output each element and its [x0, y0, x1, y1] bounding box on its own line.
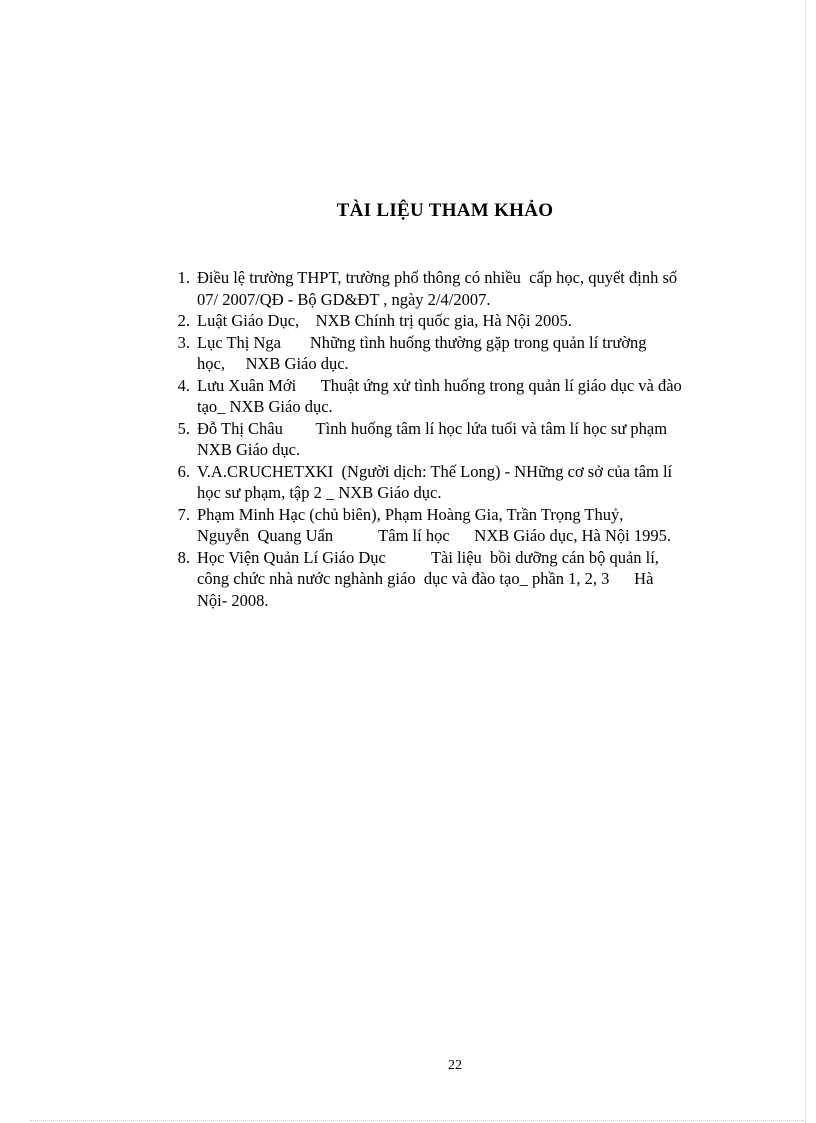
reference-item: [168, 267, 768, 310]
reference-item: [168, 332, 768, 375]
reference-line: học sư phạm, tập 2 _ NXB Giáo dục.: [197, 483, 442, 502]
reference-line: tạo_ NXB Giáo dục.: [197, 397, 333, 416]
page-title: TÀI LIỆU THAM KHẢO: [336, 200, 554, 221]
reference-item: [168, 418, 768, 461]
reference-line: học, NXB Giáo dục.: [197, 354, 349, 373]
reference-number: 5.: [177, 418, 190, 438]
reference-line: Đỗ Thị Châu Tình huống tâm lí học lứa tuổi và tâm lí học sư phạm: [197, 418, 668, 438]
reference-line: Lưu Xuân Mới Thuật ứng xử tình huống trong quản lí giáo dục và đào: [197, 375, 682, 395]
page-bottom-rule: [30, 1120, 806, 1121]
reference-number: 1.: [177, 268, 190, 287]
reference-list: [168, 267, 768, 611]
reference-line: Nội- 2008.: [197, 590, 269, 610]
page-edge-rule: [805, 0, 806, 1123]
reference-item: [168, 504, 768, 547]
reference-item: [168, 461, 768, 504]
reference-number: 2.: [177, 311, 190, 330]
page-number: 22: [448, 1058, 462, 1073]
reference-item: [168, 310, 768, 332]
reference-line: Điều lệ trường THPT, trường phổ thông có nhiều cấp học, quyết định số: [197, 268, 678, 287]
reference-line: NXB Giáo dục.: [197, 440, 301, 459]
reference-line: V.A.CRUCHETXKI (Người dịch: Thế Long) - NHững cơ sở của tâm lí: [197, 461, 673, 481]
reference-line: Phạm Minh Hạc (chủ biên), Phạm Hoàng Gia, Trần Trọng Thuỷ,: [197, 504, 624, 524]
reference-line: Luật Giáo Dục, NXB Chính trị quốc gia, Hà Nội 2005.: [197, 311, 572, 330]
reference-item: [168, 375, 768, 418]
reference-number: 7.: [177, 504, 190, 524]
reference-line: Lục Thị Nga Những tình huống thường gặp trong quản lí trường: [197, 332, 647, 352]
reference-item: [168, 547, 768, 612]
reference-number: 6.: [177, 461, 190, 481]
reference-line: công chức nhà nước nghành giáo dục và đào tạo_ phần 1, 2, 3 Hà: [197, 569, 654, 588]
reference-line: Học Viện Quản Lí Giáo Dục Tài liệu bồi dưỡng cán bộ quản lí,: [197, 547, 659, 567]
reference-number: 4.: [177, 375, 190, 395]
reference-number: 8.: [177, 547, 190, 567]
reference-line: 07/ 2007/QĐ - Bộ GD&ĐT , ngày 2/4/2007.: [197, 289, 491, 309]
reference-number: 3.: [177, 332, 190, 352]
reference-line: Nguyễn Quang Uẩn Tâm lí học NXB Giáo dục, Hà Nội 1995.: [197, 526, 671, 545]
